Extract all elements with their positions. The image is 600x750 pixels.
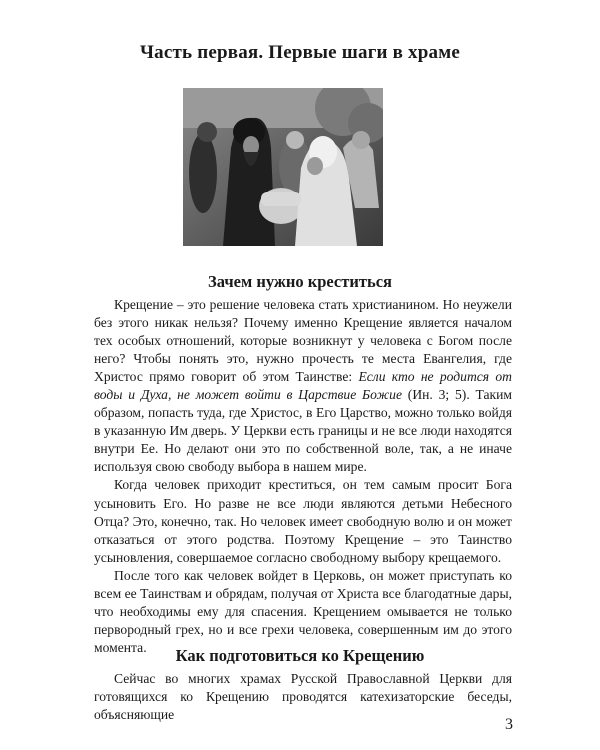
section-body-why-baptize bbox=[94, 296, 512, 657]
paragraph-text: После того как человек войдет в Церковь, он может приступать ко всем ее Таинствам и обрядам, получая от Христа все благодатные дары, что необходимы ему для спасения. Крещением омывается не только первородный грех, но и все грехи человека, совершенным им до этого момента. bbox=[94, 567, 512, 655]
scripture-quote: Если кто не родится от воды и Духа, не может войти в Царствие Божие bbox=[94, 369, 512, 403]
paragraph bbox=[94, 670, 512, 724]
section-title-why-baptize: Зачем нужно креститься bbox=[208, 272, 392, 291]
section-title-how-to-prepare: Как подготовиться ко Крещению bbox=[175, 646, 425, 665]
paragraph-text: Когда человек приходит креститься, он тем самым просит Бога усыновить Его. Но разве не все люди являются детьми Небесного Отца? Это, конечно, так. Но человек имеет свободную волю и он может отказаться от этого родства. Поэтому Крещение – это Таинство усыновления, совершаемое согласно свободному выбору крещаемого. bbox=[94, 477, 512, 565]
paragraph-text: (Ин. 3; 5). Таким образом, попасть туда, где Христос, в Его Царство, можно только войдя в указанную Им дверь. У Церкви есть границы и не все люди находятся внутри Ее. Но делают они это по собственной воле, так, а не иначе используя свою свободу выбора в нашем мире. bbox=[94, 387, 512, 475]
section-body-how-to-prepare bbox=[94, 670, 512, 724]
chapter-title: Часть первая. Первые шаги в храме bbox=[140, 42, 460, 63]
paragraph-text: Крещение – это решение человека стать христианином. Но неужели без этого никак нельзя? Почему именно Крещение является началом тех особых отношений, которые возникнут у человека с Богом после него? Чтобы понять это, нужно прочесть те места Евангелия, где Христос прямо говорит об этом Таинстве: bbox=[94, 297, 512, 385]
church-photo bbox=[183, 88, 383, 246]
paragraph-text: Сейчас во многих храмах Русской Православной Церкви для готовящихся ко Крещению проводятся катехизаторские беседы, объясняющие bbox=[94, 671, 512, 723]
paragraph bbox=[94, 476, 512, 566]
page-number: 3 bbox=[505, 716, 513, 733]
paragraph bbox=[94, 567, 512, 657]
paragraph bbox=[94, 296, 512, 476]
